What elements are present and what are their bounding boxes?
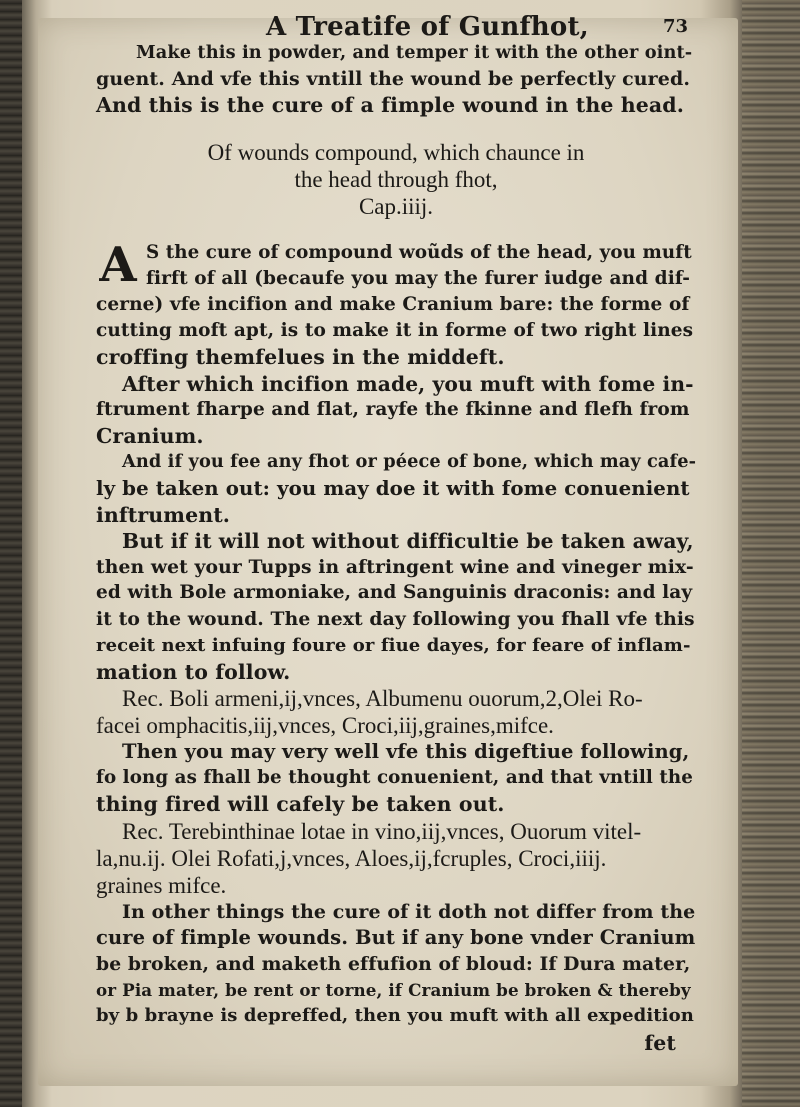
recipe-line: facei omphacitis,iij,vnces, Croci,iij,graines,mifce.: [96, 713, 554, 739]
recipe-line: Rec. Boli armeni,ij,vnces, Albumenu ouorum,2,Olei Ro-: [122, 686, 643, 712]
recipe-line: la,nu.ij. Olei Rofati,j,vnces, Aloes,ij,fcruples, Croci,iiij.: [96, 845, 607, 871]
text-line: it to the wound. The next day following you fhall vfe this: [96, 608, 695, 631]
opening-paragraph: [96, 40, 696, 119]
chapter-title-line: the head through fhot,: [294, 166, 498, 192]
text-line: by b brayne is depreffed, then you muft with all expedition: [96, 1005, 694, 1027]
drop-capital: A: [99, 236, 137, 293]
text-line: And if you fee any fhot or péece of bone, which may cafe-: [122, 451, 697, 473]
text-line: But if it will not without difficultie be taken away,: [122, 528, 694, 553]
text-line: And this is the cure of a fimple wound in the head.: [96, 93, 684, 118]
text-line: croffing themfelues in the middeft.: [96, 345, 505, 370]
text-line: ly be taken out: you may doe it with fome conuenient: [96, 476, 690, 501]
text-line: Cranium.: [96, 424, 204, 449]
text-line: cutting moft apt, is to make it in forme of two right lines: [96, 320, 694, 342]
recipe: [96, 818, 696, 899]
chapter-heading: [96, 139, 696, 220]
running-title: A Treatife of Gunfhot,: [266, 12, 589, 42]
text-line: S the cure of compound woũds of the head, you muft: [146, 241, 692, 263]
text-line: Make this in powder, and temper it with the other oint-: [136, 42, 693, 63]
text-line: fo long as fhall be thought conuenient, and that vntill the: [96, 767, 693, 789]
text-line: mation to follow.: [96, 659, 291, 684]
paragraph: [96, 371, 696, 450]
recipe-line: Rec. Terebinthinae lotae in vino,iij,vnces, Ouorum vitel-: [122, 818, 642, 844]
page-header: [96, 10, 696, 40]
chapter-title-line: Of wounds compound, which chaunce in: [207, 139, 585, 165]
chapter-number: Cap.iiij.: [358, 193, 434, 219]
catchword: fet: [644, 1030, 676, 1055]
paragraph: [96, 899, 696, 1030]
recipe-line: graines mifce.: [96, 872, 227, 898]
text-line: receit next infuing foure or fiue dayes, for feare of inflam-: [96, 634, 691, 656]
text-line: then wet your Tupps in aftringent wine and vineger mix-: [96, 556, 694, 579]
text-line: be broken, and maketh effufion of bloud: If Dura mater,: [96, 953, 691, 976]
page-edges-right: [742, 0, 800, 1107]
page-text: [96, 10, 696, 1056]
paragraph: [96, 449, 696, 528]
paragraph: [96, 528, 696, 685]
text-line: After which incifion made, you muft with fome in-: [122, 371, 694, 396]
binding-edge-left: [0, 0, 22, 1107]
text-line: In other things the cure of it doth not differ from the: [122, 900, 696, 923]
text-line: thing fired will cafely be taken out.: [96, 792, 505, 817]
text-line: ed with Bole armoniake, and Sanguinis draconis: and lay: [96, 582, 693, 604]
recipe: [96, 685, 696, 739]
text-line: inftrument.: [96, 502, 231, 527]
text-line: cure of fimple wounds. But if any bone vnder Cranium: [96, 925, 696, 949]
text-line: ftrument fharpe and flat, rayfe the fkinne and flefh from: [96, 398, 690, 420]
page-number: 73: [662, 16, 688, 37]
text-line: Then you may very well vfe this digeftiue following,: [122, 740, 690, 764]
text-line: firft of all (becaufe you may the furer iudge and dif-: [146, 267, 690, 289]
text-line: or Pia mater, be rent or torne, if Cranium be broken & thereby: [96, 980, 691, 1001]
text-line: cerne) vfe incifion and make Cranium bare: the forme of: [96, 294, 690, 316]
text-line: guent. And vfe this vntill the wound be perfectly cured.: [96, 68, 691, 91]
first-paragraph: [96, 236, 696, 371]
paragraph: [96, 739, 696, 818]
